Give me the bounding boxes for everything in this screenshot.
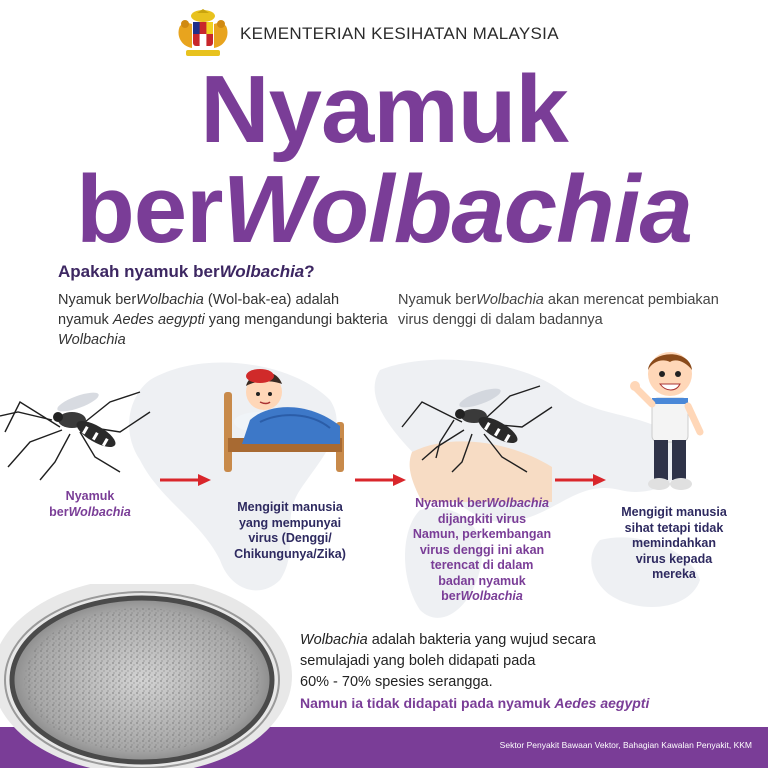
healthy-boy-illustration [630,348,710,494]
mosquito-biting-skin-illustration [392,372,562,502]
sick-child-in-bed-illustration [220,362,350,482]
ministry-name: KEMENTERIAN KESIHATAN MALAYSIA [240,24,559,43]
wolbachia-fact-highlight: Namun ia tidak didapati pada nyamuk Aedes aegypti [300,695,650,711]
step-4-caption: Mengigit manusia sihat tetapi tidak memindahkan virus kepada mereka [621,505,727,581]
title-line-2: berWolbachia [76,156,692,263]
wolbachia-fact-text: Wolbachia adalah bakteria yang wujud secara semulajadi yang boleh didapati pada 60% - 70% spesies serangga. [300,632,596,690]
intro-right-text: Nyamuk berWolbachia akan merencat pembiakan virus denggi di dalam badannya [398,292,719,328]
arrow-right-icon [355,473,407,487]
step-3-caption: Nyamuk berWolbachia dijangkiti virus Namun, perkembangan virus denggi ini akan terencat di dalam badan nyamuk berWolbachia [412,496,552,603]
footer-credit: Sektor Penyakit Bawaan Vektor, Bahagian Kawalan Penyakit, KKM [499,740,752,750]
step-2-caption: Mengigit manusia yang mempunyai virus (Denggi/ Chikungunya/Zika) [234,500,346,561]
intro-left-text: Nyamuk berWolbachia (Wol-bak-ea) adalah nyamuk Aedes aegypti yang mengandungi bakteria Wolbachia [58,292,388,348]
arrow-right-icon [160,473,212,487]
arrow-right-icon [555,473,607,487]
bacteria-microscope-image [0,584,304,768]
title-line-1: Nyamuk [200,56,568,163]
mosquito-icon [0,372,170,482]
question-heading: Apakah nyamuk berWolbachia? [58,262,315,281]
malaysia-coat-of-arms-icon [172,8,234,60]
step-1-caption: Nyamuk berWolbachia [49,489,131,519]
header [172,8,559,60]
